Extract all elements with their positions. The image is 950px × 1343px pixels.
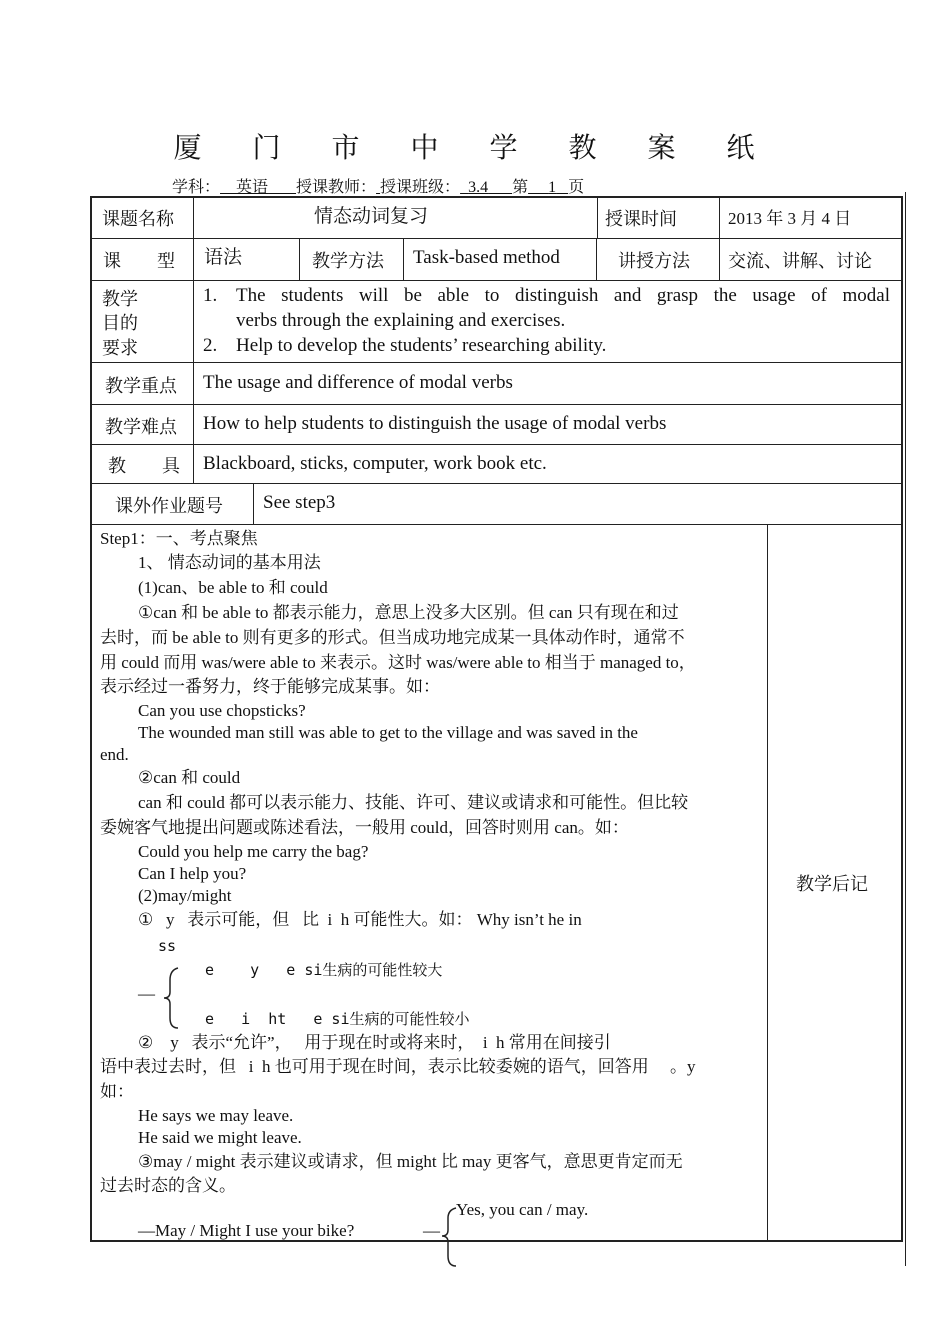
row-divider: [90, 362, 903, 363]
content-line: 表示经过一番努力，终于能够完成某事。如：: [100, 677, 440, 696]
col-divider: [253, 483, 254, 524]
difficulty-value: How to help students to distinguish the usage of modal verbs: [203, 413, 667, 434]
tools-label: 教 具: [108, 456, 180, 476]
tools-value: Blackboard, sticks, computer, work book etc.: [203, 453, 547, 474]
col-divider: [767, 524, 768, 1242]
content-line: ss: [158, 937, 177, 955]
content-line: e i ht e si生病的可能性较小: [205, 1010, 470, 1028]
goal-1-line-b: verbs through the explaining and exercises.: [236, 310, 566, 331]
content-line: 去时，而 be able to 则有更多的形式。但当成功地完成某一具体动作时，通常不: [100, 628, 685, 647]
content-dash: —: [138, 984, 155, 1003]
page-suffix: 页: [568, 179, 585, 196]
brace-icon: [440, 1206, 460, 1268]
topic-label: 课题名称: [102, 209, 174, 229]
content-line: e y e si生病的可能性较大: [205, 961, 443, 979]
row-divider: [90, 404, 903, 405]
subject-label: 学科：: [172, 179, 221, 196]
content-line: He said we might leave.: [138, 1128, 302, 1147]
teacher-label: 授课教师：: [296, 179, 377, 196]
content-line: can 和 could 都可以表示能力、技能、许可、建议或请求和可能性。但比较: [138, 793, 689, 812]
notes-label: 教学后记: [796, 874, 868, 894]
homework-value: See step3: [263, 492, 336, 513]
content-line: Can you use chopsticks?: [138, 701, 306, 720]
content-line: The wounded man still was able to get to the village and was saved in the: [138, 723, 638, 742]
time-label: 授课时间: [605, 209, 677, 229]
content-line: ①can 和 be able to 都表示能力，意思上没多大区别。但 can 只有现在和过: [138, 603, 679, 622]
info-line: [172, 174, 584, 197]
content-line: Could you help me carry the bag?: [138, 842, 369, 861]
content-line: 语中表过去时，但 i h 也可用于现在时间，表示比较委婉的语气，回答用 。y: [100, 1057, 696, 1076]
goal-2-text: Help to develop the students’ researching ability.: [236, 335, 607, 356]
col-divider: [596, 238, 597, 280]
content-line: 1、 情态动词的基本用法: [138, 553, 321, 572]
goals-label-2: 目的: [102, 313, 138, 333]
goal-1-line-a: The students will be able to distinguish and grasp the usage of modal: [236, 285, 890, 306]
content-line: 委婉客气地提出问题或陈述看法，一般用 could，回答时则用 can。如：: [100, 818, 629, 837]
goal-2-number: 2.: [203, 335, 218, 356]
brace-icon: [162, 966, 184, 1030]
content-line: 如：: [100, 1082, 134, 1101]
teach-label: 讲授方法: [618, 251, 690, 271]
class-value: 3.4: [468, 179, 489, 196]
class-label: 授课班级：: [380, 179, 461, 196]
page-title: 厦 门 市 中 学 教 案 纸: [173, 133, 777, 164]
col-divider: [193, 196, 194, 484]
content-line: Can I help you?: [138, 864, 247, 883]
col-divider: [403, 238, 404, 280]
content-line: ② y 表示“允许”， 用于现在时或将来时， i h 常用在间接引: [138, 1033, 611, 1052]
type-value: 语法: [204, 247, 243, 268]
content-line: Yes, you can / may.: [456, 1200, 589, 1219]
row-divider: [90, 483, 903, 484]
col-divider: [597, 196, 598, 238]
content-line: 过去时态的含义。: [100, 1176, 236, 1195]
row-divider: [90, 238, 903, 239]
goals-label-3: 要求: [102, 338, 138, 358]
subject-value: 英语: [236, 179, 269, 196]
topic-value: 情态动词复习: [314, 206, 429, 227]
content-line: He says we may leave.: [138, 1106, 294, 1125]
page-number: 1: [548, 179, 557, 196]
row-divider: [90, 524, 903, 525]
col-divider: [719, 196, 720, 280]
time-value: 2013 年 3 月 4 日: [728, 209, 852, 228]
method-value: Task-based method: [413, 247, 560, 268]
key-label: 教学重点: [105, 376, 177, 396]
content-line: end.: [100, 745, 129, 764]
content-line: (1)can、be able to 和 could: [138, 578, 328, 597]
content-line: 用 could 而用 was/were able to 来表示。这时 was/were able to 相当于 managed to，: [100, 653, 696, 672]
goals-label-1: 教学: [102, 289, 138, 309]
teach-value: 交流、讲解、讨论: [728, 251, 872, 271]
difficulty-label: 教学难点: [105, 417, 177, 437]
key-value: The usage and difference of modal verbs: [203, 372, 513, 393]
content-line: Step1：一、考点聚焦: [100, 529, 258, 548]
page-prefix: 第: [512, 179, 529, 196]
content-line: —May / Might I use your bike?: [138, 1221, 355, 1240]
goal-1-number: 1.: [203, 285, 218, 306]
method-label: 教学方法: [312, 251, 384, 271]
content-dash: —: [423, 1221, 440, 1240]
homework-label: 课外作业题号: [115, 496, 223, 516]
row-divider: [90, 444, 903, 445]
content-line: ③may / might 表示建议或请求，但 might 比 may 更客气，意思更肯定而无: [138, 1152, 683, 1171]
right-edge-line: [905, 192, 906, 1266]
content-line: ②can 和 could: [138, 768, 241, 787]
type-label: 课 型: [103, 251, 175, 271]
col-divider: [299, 238, 300, 280]
content-line: (2)may/might: [138, 886, 232, 905]
content-line: ① y 表示可能，但 比 i h 可能性大。如： Why isn’t he in: [138, 910, 582, 929]
row-divider: [90, 280, 903, 281]
